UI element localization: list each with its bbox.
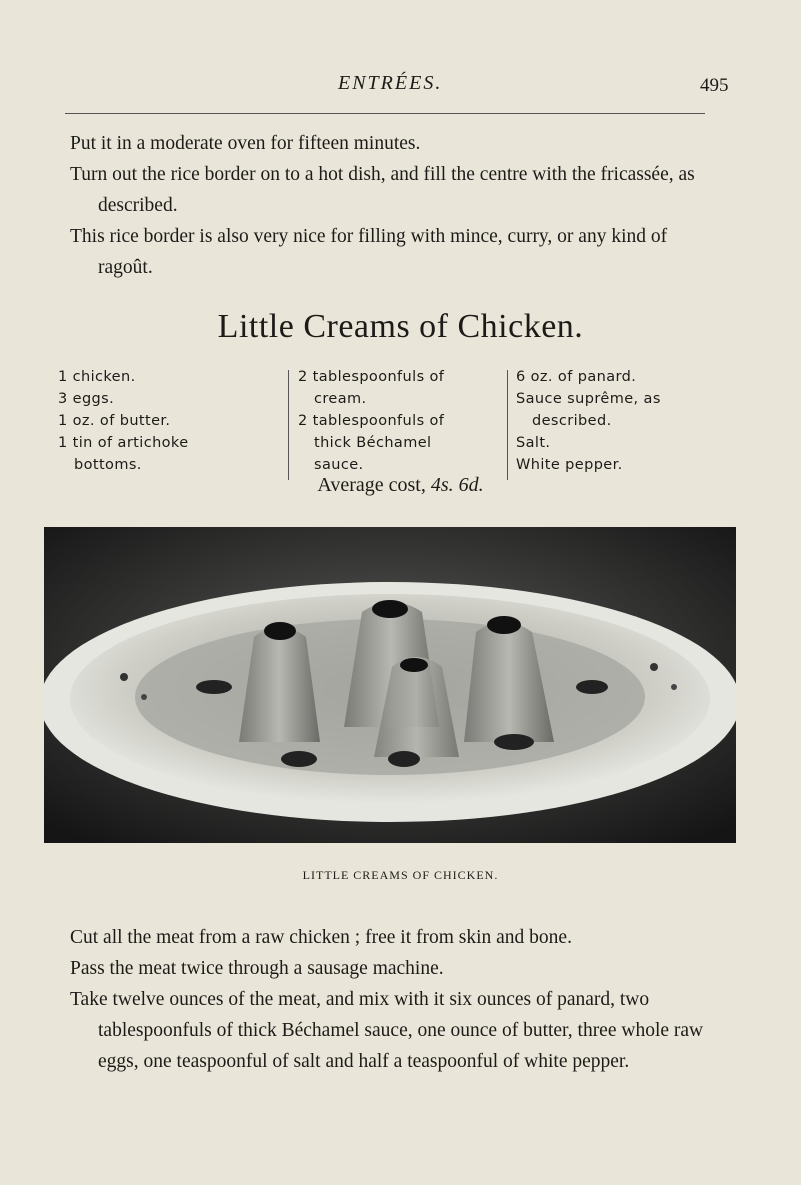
column-divider xyxy=(507,370,508,480)
ingredient-item: 6 oz. of panard. xyxy=(516,369,637,385)
ingredient-item: Sauce suprême, as xyxy=(516,391,661,407)
column-divider xyxy=(288,370,289,480)
method-text xyxy=(70,922,710,1077)
ingredient-item: 1 oz. of butter. xyxy=(58,413,171,429)
ingredient-item: 3 eggs. xyxy=(58,391,115,407)
ingredient-continuation: sauce. xyxy=(314,457,364,473)
ingredients-column-1 xyxy=(58,366,278,476)
intro-text xyxy=(70,128,710,283)
ingredient-item: White pepper. xyxy=(516,457,623,473)
ingredient-continuation: cream. xyxy=(314,391,367,407)
ingredients-column-2 xyxy=(298,366,508,476)
recipe-title: Little Creams of Chicken. xyxy=(217,308,584,345)
ingredient-item: 2 tablespoonfuls of xyxy=(298,369,445,385)
dish-photograph xyxy=(44,527,736,843)
ingredient-item: 1 tin of artichoke xyxy=(58,435,189,451)
ingredient-continuation: thick Béchamel xyxy=(314,435,432,451)
ingredient-item: 2 tablespoonfuls of xyxy=(298,413,445,429)
cost-shillings: 4s. xyxy=(430,474,454,496)
figure-caption: LITTLE CREAMS OF CHICKEN. xyxy=(302,868,499,882)
intro-paragraph: Put it in a moderate oven for fifteen minutes. xyxy=(70,133,421,154)
average-cost xyxy=(0,474,801,497)
intro-paragraph: Turn out the rice border on to a hot dish, and fill the centre with the fricassée, as described. xyxy=(70,164,695,216)
cost-label: Average cost, xyxy=(317,474,431,496)
running-head: ENTRÉES. xyxy=(338,72,443,94)
method-paragraph: Pass the meat twice through a sausage machine. xyxy=(70,958,444,979)
dish-illustration xyxy=(44,527,736,843)
ingredients-column-3 xyxy=(516,366,746,476)
method-paragraph: Cut all the meat from a raw chicken ; free it from skin and bone. xyxy=(70,927,572,948)
intro-paragraph: This rice border is also very nice for filling with mince, curry, or any kind of ragoût. xyxy=(70,226,668,278)
ingredient-continuation: bottoms. xyxy=(74,457,142,473)
cost-pence: 6d. xyxy=(458,474,484,496)
header-rule xyxy=(65,113,705,114)
method-paragraph: Take twelve ounces of the meat, and mix with it six ounces of panard, two tablespoonfuls of thick Béchamel sauce, one ounce of butter, three whole raw eggs, one teaspoonful of salt and half a teaspoonful of white pepper. xyxy=(70,989,704,1072)
page-header xyxy=(0,72,801,106)
ingredient-continuation: described. xyxy=(532,413,612,429)
page-number: 495 xyxy=(700,75,729,96)
ingredient-item: 1 chicken. xyxy=(58,369,136,385)
ingredient-item: Salt. xyxy=(516,435,551,451)
